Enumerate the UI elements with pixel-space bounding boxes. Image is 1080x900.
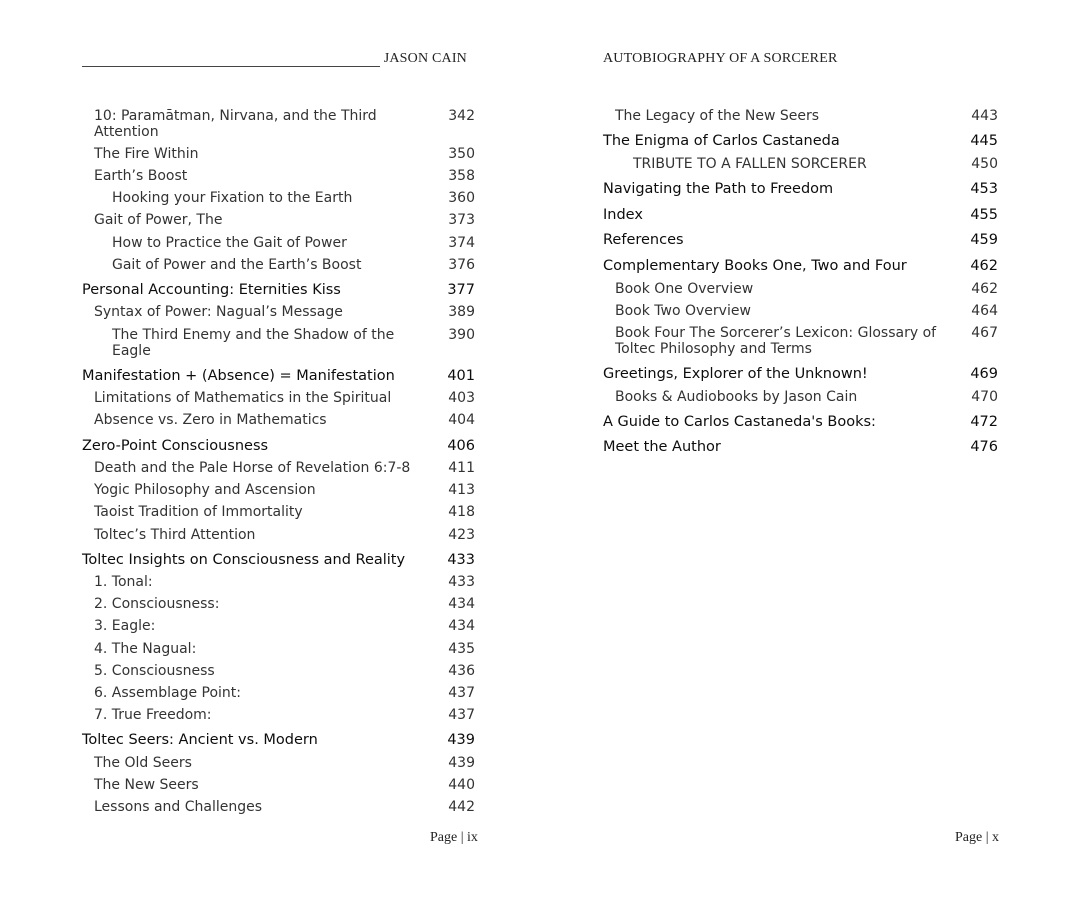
entry-page-number: 462: [970, 257, 998, 274]
entry-title: The Fire Within: [94, 146, 199, 163]
toc-chapter-entry[interactable]: [603, 258, 998, 275]
entry-page-number: 440: [448, 776, 475, 793]
toc-chapter-entry[interactable]: [603, 366, 998, 383]
toc-chapter-entry[interactable]: [603, 133, 998, 150]
entry-page-number: 376: [448, 256, 475, 273]
toc-section-entry[interactable]: [82, 108, 475, 140]
entry-page-number: 450: [971, 155, 998, 172]
entry-title: The Enigma of Carlos Castaneda: [603, 133, 840, 150]
entry-title: Toltec Seers: Ancient vs. Modern: [82, 731, 318, 748]
toc-section-entry[interactable]: [603, 108, 998, 124]
toc-section-entry[interactable]: [82, 190, 475, 206]
entry-title: Complementary Books One, Two and Four: [603, 257, 907, 274]
entry-page-number: 442: [448, 798, 475, 815]
entry-title: Hooking your Fixation to the Earth: [112, 190, 353, 207]
toc-section-entry[interactable]: [82, 482, 475, 498]
entry-page-number: 390: [448, 326, 475, 343]
entry-title: TRIBUTE TO A FALLEN SORCERER: [633, 155, 867, 172]
entry-title: Book One Overview: [615, 280, 754, 297]
table-of-contents: [82, 108, 475, 815]
toc-chapter-entry[interactable]: [82, 282, 475, 299]
header-rule: [82, 52, 380, 67]
entry-page-number: 453: [970, 180, 998, 197]
toc-chapter-entry[interactable]: [82, 438, 475, 455]
entry-title: References: [603, 232, 684, 249]
entry-title: 4. The Nagual:: [94, 640, 197, 657]
right-page: [540, 0, 1080, 900]
entry-title: Absence vs. Zero in Mathematics: [94, 412, 327, 429]
table-of-contents: [603, 108, 998, 456]
entry-page-number: 389: [448, 304, 475, 321]
toc-section-entry[interactable]: [82, 390, 475, 406]
entry-title: Earth’s Boost: [94, 168, 188, 185]
entry-title: Greetings, Explorer of the Unknown!: [603, 365, 868, 382]
toc-chapter-entry[interactable]: [603, 207, 998, 224]
entry-title: Navigating the Path to Freedom: [603, 180, 834, 197]
entry-page-number: 462: [971, 280, 998, 297]
entry-page-number: 374: [448, 234, 475, 251]
entry-page-number: 423: [448, 526, 475, 543]
toc-chapter-entry[interactable]: [82, 732, 475, 749]
entry-page-number: 406: [447, 437, 475, 454]
entry-page-number: 418: [448, 504, 475, 521]
toc-chapter-entry[interactable]: [82, 552, 475, 569]
entry-page-number: 455: [970, 206, 998, 223]
entry-title: Limitations of Mathematics in the Spiritual: [94, 390, 392, 407]
page-number: Page | x: [955, 830, 1000, 845]
toc-section-entry[interactable]: [82, 168, 475, 184]
entry-page-number: 445: [970, 133, 998, 150]
toc-section-entry[interactable]: [82, 146, 475, 162]
entry-page-number: 373: [448, 212, 475, 229]
entry-page-number: 342: [448, 108, 475, 124]
entry-page-number: 403: [448, 390, 475, 407]
entry-page-number: 360: [448, 190, 475, 207]
entry-title: Lessons and Challenges: [94, 798, 263, 815]
toc-section-entry[interactable]: [603, 303, 998, 319]
toc-section-entry[interactable]: [82, 707, 475, 723]
entry-page-number: 434: [448, 618, 475, 635]
entry-page-number: 476: [970, 439, 998, 456]
toc-section-entry[interactable]: [82, 799, 475, 815]
entry-page-number: 469: [970, 365, 998, 382]
entry-title: Gait of Power and the Earth’s Boost: [112, 256, 362, 273]
entry-title: 7. True Freedom:: [94, 706, 212, 723]
toc-section-entry[interactable]: [82, 327, 475, 359]
toc-section-entry[interactable]: [82, 574, 475, 590]
entry-title: The Old Seers: [94, 754, 192, 771]
entry-title: The New Seers: [94, 776, 199, 793]
entry-title: Taoist Tradition of Immortality: [94, 504, 303, 521]
entry-title: 1. Tonal:: [94, 574, 153, 591]
toc-chapter-entry[interactable]: [603, 414, 998, 431]
entry-page-number: 350: [448, 146, 475, 163]
running-header: [82, 51, 467, 67]
entry-page-number: 437: [448, 684, 475, 701]
entry-page-number: 467: [971, 324, 998, 341]
entry-title: Gait of Power, The: [94, 212, 223, 229]
entry-title: Yogic Philosophy and Ascension: [94, 482, 316, 499]
entry-title: How to Practice the Gait of Power: [112, 234, 347, 251]
entry-page-number: 435: [448, 640, 475, 657]
entry-page-number: 470: [971, 388, 998, 405]
entry-title: 2. Consciousness:: [94, 596, 220, 613]
entry-page-number: 464: [971, 302, 998, 319]
toc-section-entry[interactable]: [82, 257, 475, 273]
toc-chapter-entry[interactable]: [603, 232, 998, 249]
entry-title: The Legacy of the New Seers: [615, 108, 820, 124]
entry-title: 6. Assemblage Point:: [94, 684, 242, 701]
entry-title: 10: Paramātman, Nirvana, and the Third Attention: [94, 108, 377, 141]
entry-title: 5. Consciousness: [94, 662, 215, 679]
entry-title: Book Two Overview: [615, 302, 751, 319]
toc-chapter-entry[interactable]: [603, 439, 998, 456]
entry-page-number: 439: [447, 731, 475, 748]
entry-page-number: 404: [448, 412, 475, 429]
toc-section-entry[interactable]: [82, 212, 475, 228]
toc-section-entry[interactable]: [82, 685, 475, 701]
toc-section-entry[interactable]: [82, 777, 475, 793]
toc-section-entry[interactable]: [82, 596, 475, 612]
entry-title: Index: [603, 206, 643, 223]
toc-section-entry[interactable]: [82, 304, 475, 320]
entry-title: Syntax of Power: Nagual’s Message: [94, 304, 343, 321]
entry-title: Books & Audiobooks by Jason Cain: [615, 388, 858, 405]
author-name: JASON CAIN: [383, 51, 467, 66]
toc-section-entry[interactable]: [603, 389, 998, 405]
toc-section-entry[interactable]: [603, 156, 998, 172]
entry-page-number: 443: [971, 108, 998, 124]
toc-section-entry[interactable]: [82, 504, 475, 520]
toc-section-entry[interactable]: [82, 618, 475, 634]
entry-title: Death and the Pale Horse of Revelation 6:7-8: [94, 460, 411, 477]
entry-title: Manifestation + (Absence) = Manifestation: [82, 367, 395, 384]
toc-section-entry[interactable]: [82, 663, 475, 679]
entry-page-number: 413: [448, 482, 475, 499]
toc-section-entry[interactable]: [603, 325, 998, 357]
entry-title: The Third Enemy and the Shadow of the Eagle: [112, 326, 395, 359]
toc-chapter-entry[interactable]: [82, 368, 475, 385]
entry-page-number: 411: [448, 460, 475, 477]
entry-page-number: 433: [447, 551, 475, 568]
entry-title: 3. Eagle:: [94, 618, 156, 635]
toc-section-entry[interactable]: [82, 755, 475, 771]
toc-section-entry[interactable]: [82, 235, 475, 251]
entry-title: Zero-Point Consciousness: [82, 437, 269, 454]
entry-page-number: 358: [448, 168, 475, 185]
toc-chapter-entry[interactable]: [603, 181, 998, 198]
entry-page-number: 433: [448, 574, 475, 591]
entry-title: Toltec Insights on Consciousness and Reality: [82, 551, 406, 568]
entry-page-number: 434: [448, 596, 475, 613]
entry-title: Personal Accounting: Eternities Kiss: [82, 281, 341, 298]
entry-page-number: 472: [970, 413, 998, 430]
entry-page-number: 437: [448, 706, 475, 723]
entry-title: Toltec’s Third Attention: [94, 526, 256, 543]
toc-section-entry[interactable]: [82, 460, 475, 476]
entry-title: Meet the Author: [603, 439, 721, 456]
page-number: Page | ix: [430, 830, 478, 845]
running-header: AUTOBIOGRAPHY OF A SORCERER: [603, 51, 838, 66]
entry-page-number: 377: [447, 281, 475, 298]
toc-section-entry[interactable]: [82, 641, 475, 657]
entry-page-number: 436: [448, 662, 475, 679]
entry-title: Book Four The Sorcerer’s Lexicon: Glossary of Toltec Philosophy and Terms: [615, 324, 937, 357]
toc-section-entry[interactable]: [603, 281, 998, 297]
entry-page-number: 401: [447, 367, 475, 384]
toc-section-entry[interactable]: [82, 527, 475, 543]
entry-page-number: 459: [970, 232, 998, 249]
entry-title: A Guide to Carlos Castaneda's Books:: [603, 413, 876, 430]
entry-page-number: 439: [448, 754, 475, 771]
toc-section-entry[interactable]: [82, 412, 475, 428]
